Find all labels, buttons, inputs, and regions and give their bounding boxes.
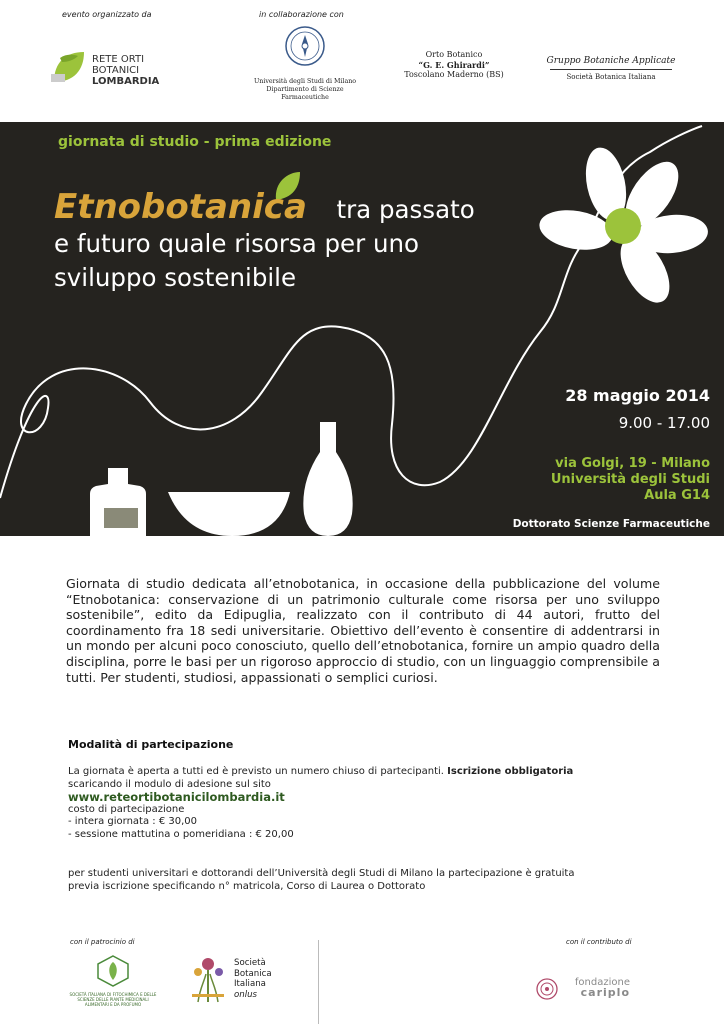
cariplo-line1: fondazione (574, 977, 630, 988)
unimi-line2: Dipartimento di Scienze (266, 86, 344, 93)
sife-text: SOCIETÀ ITALIANA DI FITOCHIMICA E DELLE SCIENZE DELLE PIANTE MEDICINALI ALIMENTARI E DA PROFUMO (69, 992, 157, 1007)
participation-line2: scaricando il modulo di adesione sul sito (68, 778, 271, 790)
cariplo-logo-icon (536, 978, 558, 1000)
gba-title: Gruppo Botaniche Applicate (546, 56, 676, 66)
students-line1: per studenti universitari e dottorandi dell’Università degli Studi di Milano la partecipazione è gratuita (68, 868, 575, 879)
event-venue (551, 456, 710, 504)
venue-line3: Aula G14 (644, 488, 710, 503)
footer-divider (318, 940, 319, 1024)
rete-orti-line3: LOMBARDIA (92, 76, 160, 87)
venue-line1: via Golgi, 19 - Milano (555, 456, 710, 471)
sbi-flower-logo-icon (188, 954, 228, 1004)
participation-title: Modalità di partecipazione (68, 738, 234, 751)
event-date: 28 maggio 2014 (565, 386, 710, 405)
event-banner (0, 122, 724, 536)
unimi-line3: Farmaceutiche (281, 94, 329, 101)
sbi-line3: Italiana (234, 979, 266, 989)
title-line1-rest: tra passato (336, 195, 475, 224)
students-line2: previa iscrizione specificando n° matricola, Corso di Laurea o Dottorato (68, 880, 426, 892)
collaboration-label: in collaborazione con (259, 10, 344, 19)
unimi-line1: Università degli Studi di Milano (253, 78, 357, 85)
title-line2: e futuro quale risorsa per uno (54, 229, 420, 258)
venue-line2: Università degli Studi (550, 472, 710, 487)
title-highlight: Etnobotanica (54, 187, 307, 227)
unimi-logo[interactable] (250, 26, 360, 106)
orto-botanico-logo[interactable] (396, 50, 512, 80)
event-title (54, 187, 534, 295)
rete-orti-logo[interactable] (50, 48, 180, 88)
cost-label: costo di partecipazione (68, 803, 185, 815)
banner-subtitle: giornata di studio - prima edizione (58, 134, 332, 150)
sbi-line4: onlus (234, 989, 258, 1000)
dottorato-label: Dottorato Scienze Farmaceutiche (512, 518, 710, 530)
cariplo-line2: cariplo (580, 986, 630, 999)
patronage-label: con il patrocinio di (70, 938, 135, 946)
leaf-icon (50, 50, 86, 84)
gba-divider (550, 69, 672, 70)
sbi-line2: Botanica (234, 968, 272, 979)
organized-by-label: evento organizzato da (62, 10, 152, 19)
university-seal-icon (285, 26, 325, 66)
orto-line1: Orto Botanico (425, 50, 483, 59)
title-line3: sviluppo sostenibile (54, 263, 297, 292)
contribution-label: con il contributo di (566, 938, 632, 946)
gruppo-botaniche-logo[interactable] (546, 56, 676, 81)
orto-line2: “G. E. Ghirardi” (418, 60, 490, 70)
rete-orti-line1: RETE ORTI (92, 54, 145, 65)
orto-line3: Toscolano Maderno (BS) (404, 70, 504, 79)
sife-logo-icon (94, 954, 132, 988)
sbi-line1: Società (234, 958, 266, 968)
cariplo-logo[interactable] (536, 976, 636, 1002)
event-time: 9.00 - 17.00 (618, 414, 710, 432)
description-text: Giornata di studio dedicata all’etnobotanica, in occasione della pubblicazione del volume “Etnobotanica: conservazione di un patrimonio culturale come risorsa per uno sviluppo sostenibile”, edito da Edipuglia, realizzato con il contributo di 44 autori, frutto del coordinamento fra 18 sedi universitarie. Obiettivo dell’evento è consentire di addentrarsi in un mondo per alcuni poco conosciuto, quello dell’etnobotanica, fornire un ampio quadro della disciplina, porre le basi per un rigoroso approccio di studio, con un linguaggio comprensibile a tutti. Per studenti, studiosi, appassionati o semplici curiosi. (66, 576, 660, 685)
event-description (66, 576, 660, 685)
sbi-logo[interactable] (188, 954, 288, 1010)
participation-line1: La giornata è aperta a tutti ed è previsto un numero chiuso di partecipanti. (68, 766, 444, 777)
cost-full: - intera giornata : € 30,00 (68, 816, 197, 828)
gba-subtitle: Società Botanica Italiana (566, 73, 656, 81)
rete-orti-line2: BOTANICI (92, 65, 140, 76)
website-link[interactable]: www.reteortibotanicilombardia.it (68, 790, 285, 805)
participation-info (68, 766, 668, 842)
sife-logo[interactable] (68, 954, 158, 1014)
cost-half: - sessione mattutina o pomeridiana : € 20,00 (68, 828, 294, 840)
participation-line1-bold: Iscrizione obbligatoria (447, 766, 574, 777)
students-info (68, 868, 668, 893)
